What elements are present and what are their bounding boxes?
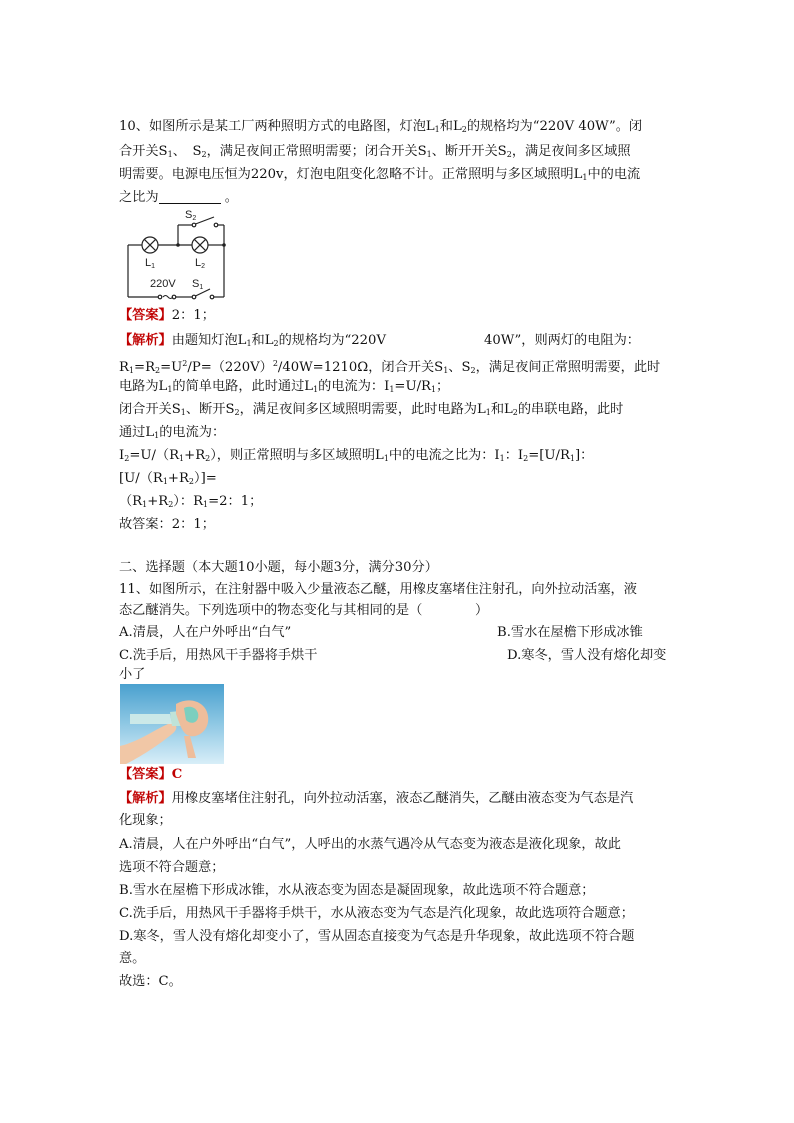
- analysis-10-line-6: $I_2=U/(R_1+R_2)$，则正常照明与多区域照明$L_1$中的电流之比为：$I_1$：$I_2=[U/R_1]$：: [119, 448, 594, 463]
- circuit-diagram: [120, 205, 232, 300]
- q11-option-d-cont: 小了: [119, 667, 146, 682]
- analysis-10-line-8: $(R_1+R_2)$：$R_1=2$：1；: [119, 494, 263, 509]
- q11-line-1: 11、如图所示，在注射器中吸入少量液态乙醚，用橡皮塞堵住注射孔，向外拉动活塞，液: [119, 582, 637, 597]
- q11-option-b: B.雪水在屋檐下形成冰锥: [497, 625, 643, 640]
- label-s2: S2: [185, 209, 197, 222]
- q11-option-d: D.寒冬，雪人没有熔化却变: [507, 648, 667, 663]
- label-s1: S1: [192, 278, 204, 291]
- analysis-11-line-1: 【解析】用橡皮塞堵住注射孔，向外拉动活塞，液态乙醚消失，乙醚由液态变为气态是汽: [119, 791, 634, 806]
- analysis-10-line-7: $[U/(R_1+R_2)]=$: [119, 471, 217, 486]
- analysis-11-line-3: A.清晨，人在户外呼出“白气”，人呼出的水蒸气遇冷从气态变为液态是液化现象，故此: [119, 837, 621, 852]
- syringe-photo: [120, 684, 224, 764]
- label-l2: L2: [195, 257, 206, 270]
- label-l1: L1: [145, 257, 156, 270]
- analysis-10-line-4: 闭合开关$S_1$、断开$S_2$，满足夜间多区域照明需要，此时电路为$L_1$和$L_2$的串联电路，此时: [119, 402, 624, 417]
- q11-option-c: C.洗手后，用热风干手器将手烘干: [119, 648, 318, 663]
- section-heading: 二、选择题（本大题10小题，每小题3分，满分30分）: [119, 560, 438, 575]
- answer-10: 【答案】2：1；: [119, 308, 215, 323]
- answer-blank: [159, 189, 221, 204]
- label-voltage: 220V: [150, 278, 176, 290]
- analysis-10-conclusion: 故答案：2：1；: [119, 517, 215, 532]
- analysis-10-line-1: 【解析】由题知灯泡$L_1$和$L_2$的规格均为“220V 40W”，则两灯的电阻为：: [119, 333, 640, 348]
- analysis-11-line-4: 选项不符合题意；: [119, 860, 225, 875]
- analysis-10-line-3: 电路为$L_1$的简单电路，此时通过$L_1$的电流为：$I_1=U/R_1$；: [119, 379, 450, 394]
- analysis-11-line-5: B.雪水在屋檐下形成冰锥，水从液态变为固态是凝固现象，故此选项不符合题意；: [119, 883, 595, 898]
- answer-11: 【答案】C: [119, 767, 183, 782]
- q10-line-1: 10、如图所示是某工厂两种照明方式的电路图，灯泡$L_1$和$L_2$的规格均为“220V 40W”。闭: [119, 119, 643, 134]
- analysis-10-line-5: 通过$L_1$的电流为：: [119, 425, 226, 440]
- analysis-11-line-6: C.洗手后，用热风干手器将手烘干，水从液态变为气态是汽化现象，故此选项符合题意；: [119, 906, 634, 921]
- analysis-11-conclusion: 故选：C。: [119, 974, 182, 989]
- analysis-11-line-2: 化现象；: [119, 813, 172, 828]
- analysis-11-line-7: D.寒冬，雪人没有熔化却变小了，雪从固态直接变为气态是升华现象，故此选项不符合题: [119, 929, 635, 944]
- q11-line-2: 态乙醚消失。下列选项中的物态变化与其相同的是（ ）: [119, 603, 489, 618]
- q11-option-a: A.清晨，人在户外呼出“白气”: [119, 625, 292, 640]
- q10-line-2: 合开关$S_1$、 $S_2$，满足夜间正常照明需要；闭合开关$S_1$、断开开关$S_2$，满足夜间多区域照: [119, 144, 631, 159]
- q10-line-3: 明需要。电源电压恒为220v，灯泡电阻变化忽略不计。正常照明与多区域照明$L_1$中的电流: [119, 167, 641, 182]
- analysis-10-line-2: $R_1=R_2=U^2/P=(220V)^2/40W=1210\Omega$，闭合开关$S_1$、$S_2$，满足夜间正常照明需要，此时: [119, 359, 661, 375]
- analysis-11-line-8: 意。: [119, 951, 146, 966]
- q10-line-4: 之比为 。: [119, 190, 238, 205]
